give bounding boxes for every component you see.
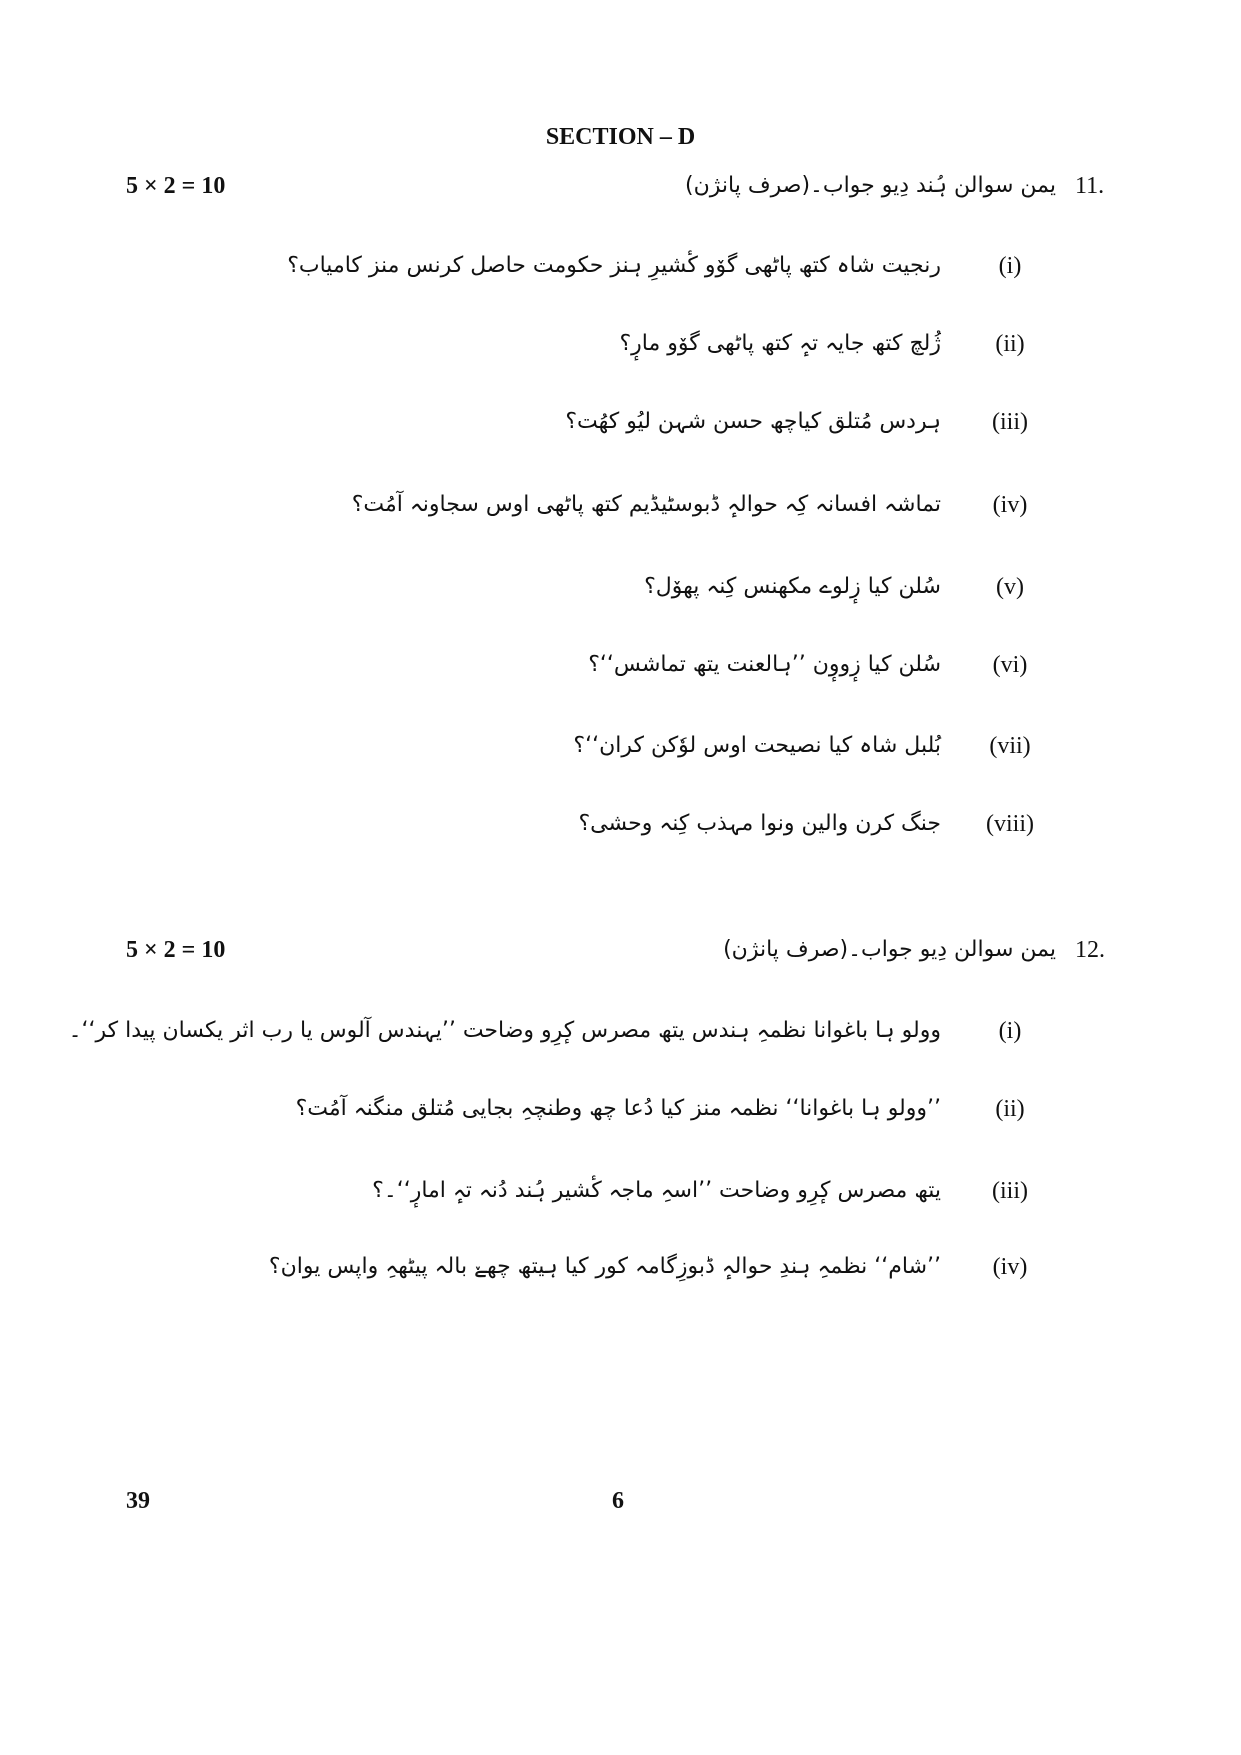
q11-item-7-text: بُلبل شاہ کیا نصیحت اوس لوٗکن کران‘‘؟ bbox=[573, 733, 941, 758]
q12-item-2-number: (ii) bbox=[995, 1096, 1025, 1122]
q12-item-3-number: (iii) bbox=[992, 1178, 1028, 1204]
q11-item-8-number: (viii) bbox=[986, 811, 1034, 837]
q12-marks: 5 × 2 = 10 bbox=[126, 937, 226, 963]
q11-item-3-number: (iii) bbox=[992, 409, 1028, 435]
q11-item-6-number: (vi) bbox=[992, 652, 1028, 678]
q11-item-2-text: ژُلچ کتھ جایہ تہٕ کتھ پاٹھی گوٚو مارٕ؟ bbox=[619, 331, 941, 356]
q12-item-3-text: یتھ مصرس کٕرِو وضاحت ’’اسہِ ماجہ کٔشیر ہُند دُنہ تہٕ امارٕ‘‘۔؟ bbox=[372, 1178, 941, 1203]
q11-item-3-text: ہردس مُتلق کیاچھ حسن شہن لیُو کھُت؟ bbox=[565, 409, 941, 434]
q11-item-5-text: سُلن کیا زٕلوے مکھنس کِنہ پھوٚل؟ bbox=[644, 574, 941, 599]
q11-item-4-number: (iv) bbox=[992, 492, 1028, 518]
q12-item-4-text: ’’شام‘‘ نظمہِ ہندِ حوالہٕ ڈبوزِگامہ کور کیا ہیتھ چھےٚ بالہ پیٹھہِ واپس یوان؟ bbox=[268, 1254, 941, 1279]
q12-item-1-number: (i) bbox=[998, 1018, 1022, 1044]
q11-number: 11. bbox=[1075, 173, 1105, 199]
q11-item-4-text: تماشہ افسانہ کِہ حوالہٕ ڈبوسٹیڈیم کتھ پاٹھی اوس سجاونہ آمُت؟ bbox=[351, 492, 941, 517]
q11-item-2-number: (ii) bbox=[995, 331, 1025, 357]
q11-item-7-number: (vii) bbox=[989, 733, 1031, 759]
q12-item-2-text: ’’وولو ہا باغوانا‘‘ نظمہ منز کیا دُعا چھ وطنچہِ بجایی مُتلق منگنہ آمُت؟ bbox=[295, 1096, 941, 1121]
q11-item-1-text: رنجیت شاہ کتھ پاٹھی گوٚو کٔشیرِ ہنز حکومت حاصل کرنس منز کامیاب؟ bbox=[287, 253, 941, 278]
q12-item-4-number: (iv) bbox=[992, 1254, 1028, 1280]
q11-instruction: یمن سوالن ہُند دِیو جواب۔(صرف پانژن) bbox=[685, 173, 1056, 198]
paper-code: 39 bbox=[126, 1488, 150, 1514]
page-number: 6 bbox=[612, 1488, 624, 1514]
q11-item-5-number: (v) bbox=[996, 574, 1024, 600]
q12-number: 12. bbox=[1075, 937, 1105, 963]
q11-item-6-text: سُلن کیا زٕووٕن ’’ہالعنت یتھ تماشس‘‘؟ bbox=[588, 652, 941, 677]
section-title: SECTION – D bbox=[545, 124, 696, 150]
q12-instruction: یمن سوالن دِیو جواب۔(صرف پانژن) bbox=[723, 937, 1056, 962]
q11-item-1-number: (i) bbox=[998, 253, 1022, 279]
q12-item-1-text: وولو ہا باغوانا نظمہِ ہندس یتھ مصرس کٕرِو وضاحت ’’یہندس آلوس یا رب اثر یکسان پیدا کر‘‘۔ bbox=[68, 1018, 941, 1043]
q11-marks: 5 × 2 = 10 bbox=[126, 173, 226, 199]
q11-item-8-text: جنگ کرن والین ونوا مہذب کِنہ وحشی؟ bbox=[578, 811, 941, 836]
